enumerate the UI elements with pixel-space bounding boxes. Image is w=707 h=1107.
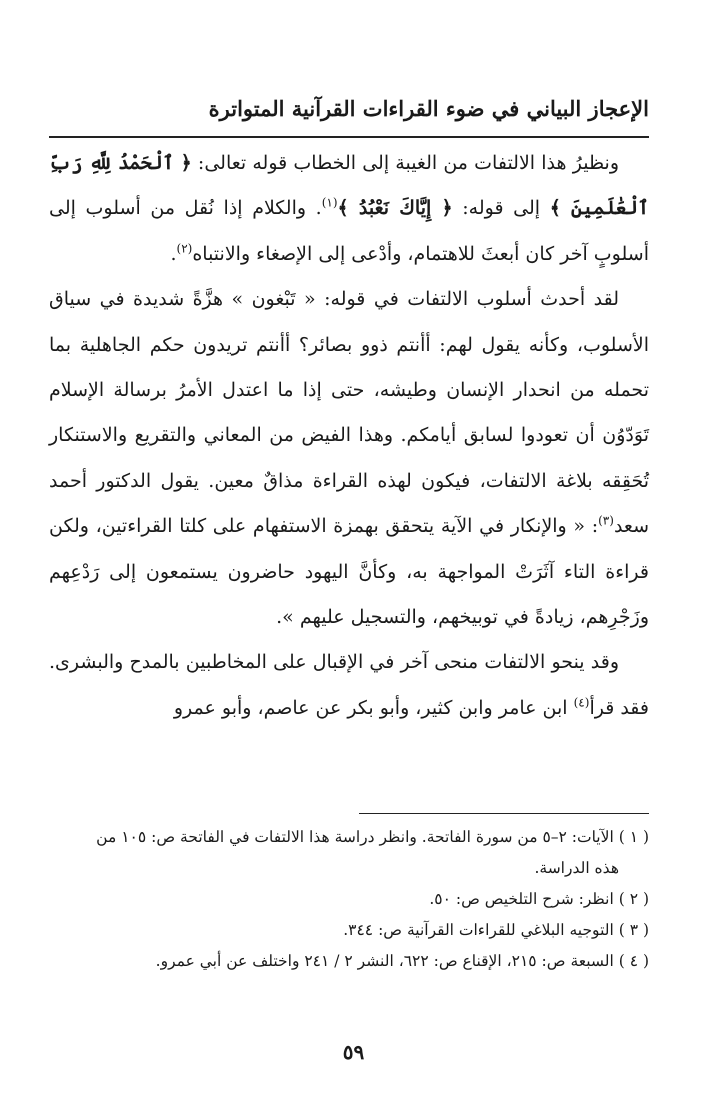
footnotes bbox=[59, 822, 649, 977]
main-text bbox=[49, 141, 649, 731]
paragraph-3-text-b: ابن عامر وابن كثير، وأبو بكر عن عاصم، وأبو عمرو bbox=[173, 696, 574, 719]
paragraph-1-text-d: . bbox=[170, 242, 177, 265]
footnote-3 bbox=[59, 915, 649, 946]
footnote-1 bbox=[59, 822, 649, 853]
paragraph-3-text-a: وقد ينحو الالتفات منحى آخر في الإقبال على المخاطبين بالمدح والبشرى. فقد قرأ bbox=[49, 651, 649, 719]
running-header-title: الإعجاز البياني في ضوء القراءات القرآنية المتواترة bbox=[208, 96, 649, 121]
footnote-text: التوجيه البلاغي للقراءات القرآنية ص: ٣٤٤. bbox=[343, 921, 619, 939]
footnote-2 bbox=[59, 884, 649, 915]
footnote-ref-1[interactable]: (١) bbox=[321, 196, 338, 211]
paragraph-1-text-c: . والكلام إذا نُقل من أسلوب إلى أسلوبٍ آخر كان أبعثَ للاهتمام، وأدْعى إلى الإصغاء والانتباه bbox=[49, 197, 649, 265]
paragraph-2-text-b: : « والإنكار في الآية يتحقق بهمزة الاستفهام على كلتا القراءتين، ولكن قراءة التاء آثَرَتْ المواجهة به، وكأنَّ اليهود حاضرون يستمعون إلى رَدْعِهم وزَجْرِهم، زيادةً في توبيخهم، والتسجيل عليهم ». bbox=[49, 515, 649, 629]
footnote-number: ( ٣ ) bbox=[618, 921, 649, 939]
footnote-number: ( ١ ) bbox=[618, 828, 649, 846]
paragraph-2-text-a: لقد أحدث أسلوب الالتفات في قوله: « تَبْغون » هزَّةً شديدة في سياق الأسلوب، وكأنه يقول لهم: أأنتم ذوو بصائر؟ أأنتم تريدون حكم الجاهلية بما تحمله من انحدار الإنسان وطيشه، حتى إذا ما اعتدل الأمرُ برسالة الإسلام تَوَدّوُن أن تعودوا لسابق أيامكم. وهذا الفيض من المعاني والتقريع والاستنكار تُحَقِقه بلاغة الالتفات، فيكون لهذه القراءة مذاقٌ معين. يقول الدكتور أحمد سعد bbox=[49, 288, 649, 538]
page-number: ٥٩ bbox=[342, 1040, 365, 1064]
footnote-number: ( ٢ ) bbox=[618, 890, 649, 908]
footnote-ref-3[interactable]: (٣) bbox=[598, 513, 614, 528]
footnote-text: انظر: شرح التلخيص ص: ٥٠. bbox=[429, 890, 619, 908]
footnote-ref-4[interactable]: (٤) bbox=[573, 695, 590, 710]
footnote-divider bbox=[359, 813, 649, 814]
footnote-1-continuation: هذه الدراسة. bbox=[534, 859, 619, 877]
quran-verse-1: ﴿ ٱلْحَمْدُ لِلَّهِ رَبِّ ٱلْعَٰلَمِينَ ﴾ bbox=[49, 152, 649, 220]
paragraph-3 bbox=[49, 640, 649, 731]
paragraph-2 bbox=[49, 277, 649, 640]
footnote-text: السبعة ص: ٢١٥، الإقناع ص: ٦٢٢، النشر ٢ / ٢٤١ واختلف عن أبي عمرو. bbox=[155, 952, 619, 970]
paragraph-1-text-a: ونظيرُ هذا الالتفات من الغيبة إلى الخطاب قوله تعالى: bbox=[191, 152, 619, 174]
footnote-text: الآيات: ٢–٥ من سورة الفاتحة. وانظر دراسة هذا الالتفات في الفاتحة ص: ١٠٥ من bbox=[96, 828, 619, 846]
paragraph-1-text-b: إلى قوله: bbox=[452, 197, 550, 220]
header-divider bbox=[49, 136, 649, 138]
quran-verse-2: ﴿ إِيَّاكَ نَعْبُدُ ﴾ bbox=[337, 197, 453, 220]
footnote-ref-2[interactable]: (٢) bbox=[176, 241, 193, 256]
footnote-4 bbox=[59, 946, 649, 977]
footnote-number: ( ٤ ) bbox=[618, 952, 649, 970]
paragraph-1 bbox=[49, 141, 649, 277]
